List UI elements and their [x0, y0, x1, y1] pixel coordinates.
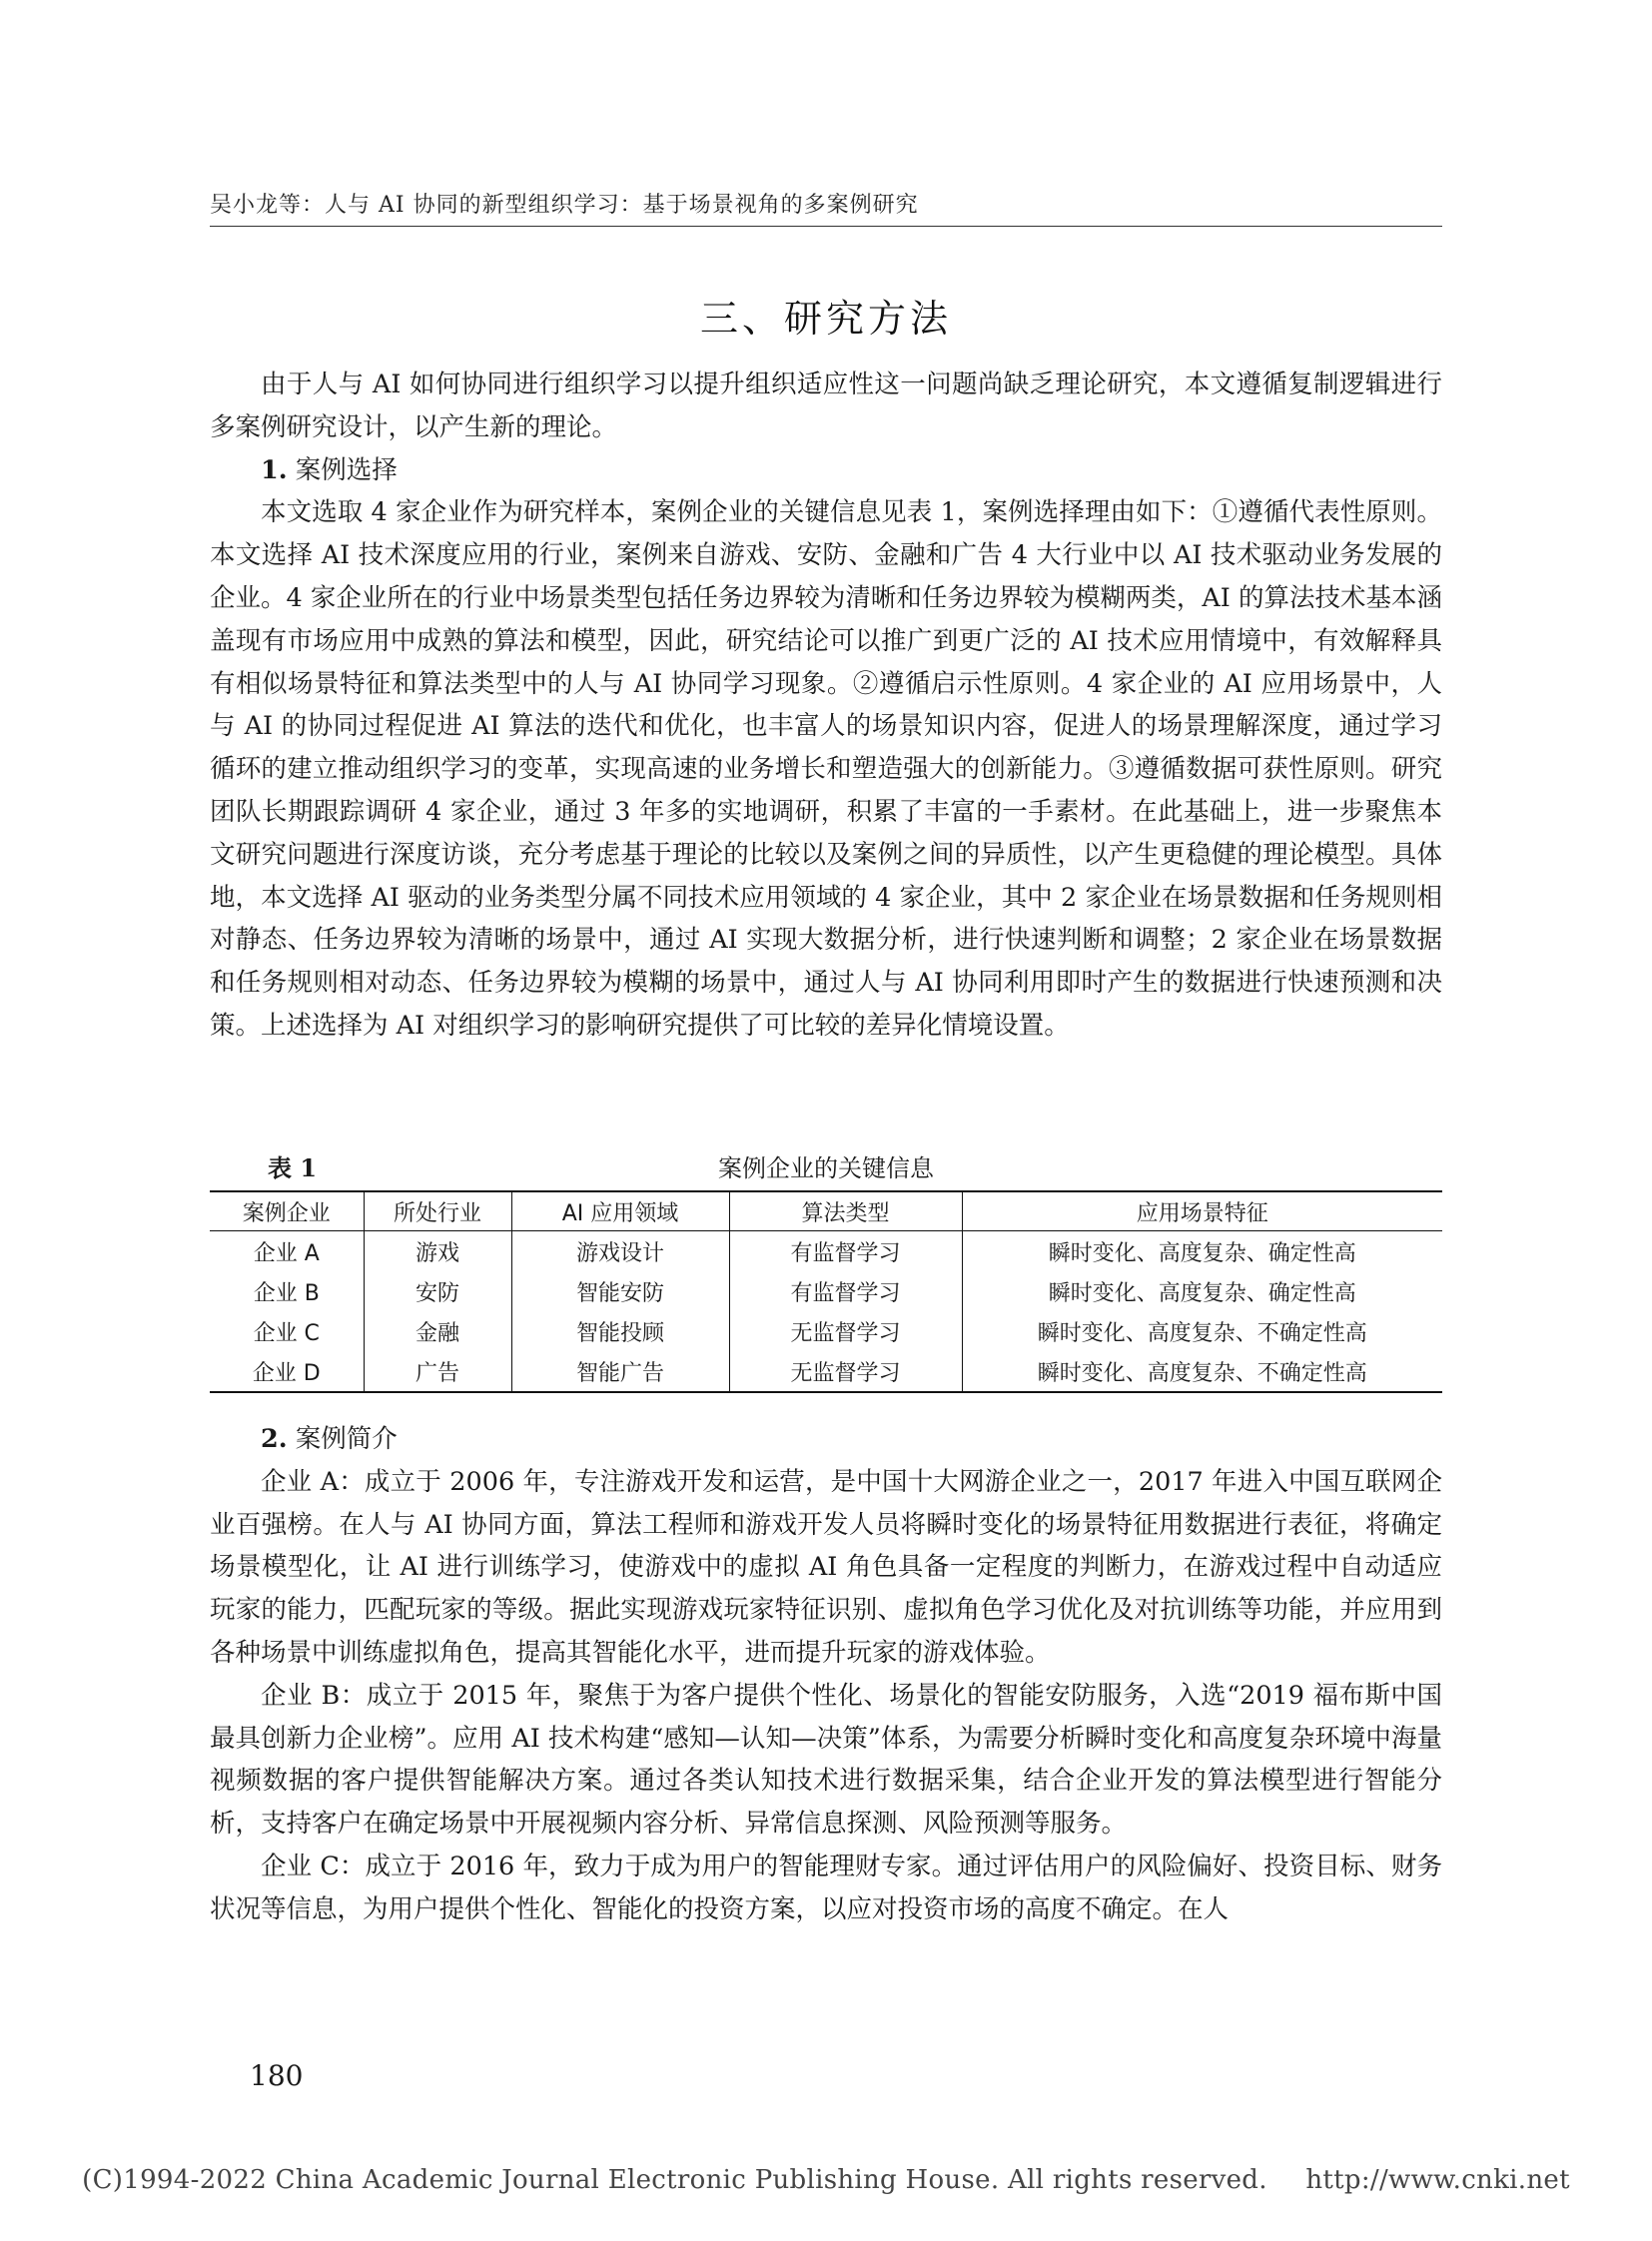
- table-cell: 广告: [364, 1351, 511, 1392]
- running-header: 吴小龙等：人与 AI 协同的新型组织学习：基于场景视角的多案例研究: [210, 193, 919, 218]
- table-cell: 瞬时变化、高度复杂、不确定性高: [962, 1351, 1442, 1392]
- table-row: [210, 1271, 1442, 1311]
- table-row: [210, 1231, 1442, 1272]
- table-cell: 瞬时变化、高度复杂、确定性高: [962, 1231, 1442, 1272]
- table-cell: 无监督学习: [729, 1311, 962, 1351]
- table-label: 表 1: [268, 1153, 318, 1182]
- page-number: 180: [250, 2059, 304, 2092]
- table-cell: 有监督学习: [729, 1231, 962, 1272]
- table-header-cell: AI 应用领域: [511, 1191, 729, 1231]
- table-cell: 瞬时变化、高度复杂、确定性高: [962, 1271, 1442, 1311]
- table-cell: 智能安防: [511, 1271, 729, 1311]
- table-caption: [210, 1148, 1442, 1182]
- table-header-cell: 案例企业: [242, 1200, 331, 1226]
- subsection-2-heading: [210, 1418, 1442, 1461]
- case-selection-paragraph: 本文选取 4 家企业作为研究样本，案例企业的关键信息见表 1，案例选择理由如下：①遵循代表性原则。本文选择 AI 技术深度应用的行业，案例来自游戏、安防、金融和广告 4 大行业中以 AI 技术驱动业务发展的企业。4 家企业所在的行业中场景类型包括任务边界较为清晰和任务边界较为模糊两类，AI 的算法技术基本涵盖现有市场应用中成熟的算法和模型，因此，研究结论可以推广到更广泛的 AI 技术应用情境中，有效解释具有相似场景特征和算法类型中的人与 AI 协同学习现象。②遵循启示性原则。4 家企业的 AI 应用场景中，人与 AI 的协同过程促进 AI 算法的迭代和优化，也丰富人的场景知识内容，促进人的场景理解深度，通过学习循环的建立推动组织学习的变革，实现高速的业务增长和塑造强大的创新能力。③遵循数据可获性原则。研究团队长期跟踪调研 4 家企业，通过 3 年多的实地调研，积累了丰富的一手素材。在此基础上，进一步聚焦本文研究问题进行深度访谈，充分考虑基于理论的比较以及案例之间的异质性，以产生更稳健的理论模型。具体地，本文选择 AI 驱动的业务类型分属不同技术应用领域的 4 家企业，其中 2 家企业在场景数据和任务规则相对静态、任务边界较为清晰的场景中，通过 AI 实现大数据分析，进行快速判断和调整；2 家企业在场景数据和任务规则相对动态、任务边界较为模糊的场景中，通过人与 AI 协同利用即时产生的数据进行快速预测和决策。上述选择为 AI 对组织学习的影响研究提供了可比较的差异化情境设置。: [210, 497, 1442, 1041]
- company-a-paragraph: 企业 A：成立于 2006 年，专注游戏开发和运营，是中国十大网游企业之一，2017 年进入中国互联网企业百强榜。在人与 AI 协同方面，算法工程师和游戏开发人员将瞬时变化的场景特征用数据进行表征，将确定场景模型化，让 AI 进行训练学习，使游戏中的虚拟 AI 角色具备一定程度的判断力，在游戏过程中自动适应玩家的能力，匹配玩家的等级。据此实现游戏玩家特征识别、虚拟角色学习优化及对抗训练等功能，并应用到各种场景中训练虚拟角色，提高其智能化水平，进而提升玩家的游戏体验。: [210, 1466, 1442, 1668]
- table-cell: 游戏设计: [511, 1231, 729, 1272]
- table-header-row: [210, 1191, 1442, 1231]
- table-header-cell: 算法类型: [729, 1191, 962, 1231]
- intro-paragraph: 由于人与 AI 如何协同进行组织学习以提升组织适应性这一问题尚缺乏理论研究，本文遵循复制逻辑进行多案例研究设计，以产生新的理论。: [210, 370, 1442, 442]
- table-cell: 企业 A: [253, 1240, 320, 1266]
- table-row: [210, 1311, 1442, 1351]
- table-cell: 瞬时变化、高度复杂、不确定性高: [962, 1311, 1442, 1351]
- table-row: [210, 1351, 1442, 1392]
- table-cell: 金融: [364, 1311, 511, 1351]
- subsection-1-title: 案例选择: [295, 454, 398, 485]
- table-cell: 安防: [364, 1271, 511, 1311]
- table-cell: 企业 B: [253, 1280, 320, 1306]
- table-cell: 企业 C: [253, 1320, 320, 1346]
- subsection-1-number: 1.: [261, 454, 288, 485]
- body-text-bottom: [210, 1418, 1442, 1931]
- table-cell: 智能投顾: [511, 1311, 729, 1351]
- table-cell: 无监督学习: [729, 1351, 962, 1392]
- company-c-paragraph: 企业 C：成立于 2016 年，致力于成为用户的智能理财专家。通过评估用户的风险偏好、投资目标、财务状况等信息，为用户提供个性化、智能化的投资方案，以应对投资市场的高度不确定。在人: [210, 1851, 1442, 1924]
- footer-url[interactable]: http://www.cnki.net: [1305, 2165, 1570, 2195]
- table-cell: 游戏: [364, 1231, 511, 1272]
- subsection-2-number: 2.: [261, 1424, 288, 1454]
- table-cell: 企业 D: [252, 1360, 321, 1386]
- subsection-2-title: 案例简介: [295, 1424, 398, 1454]
- table-cell: 智能广告: [511, 1351, 729, 1392]
- footer-copyright: (C)1994-2022 China Academic Journal Electronic Publishing House. All rights reserved.: [82, 2165, 1267, 2195]
- subsection-1-heading: [210, 449, 1442, 492]
- body-text-top: [210, 364, 1442, 1048]
- table-title: 案例企业的关键信息: [718, 1154, 934, 1182]
- table-header-cell: 所处行业: [364, 1191, 511, 1231]
- section-title: 三、研究方法: [699, 297, 952, 341]
- footer: [0, 2165, 1652, 2195]
- table-header-cell: 应用场景特征: [962, 1191, 1442, 1231]
- header-rule: [210, 226, 1442, 227]
- company-b-paragraph: 企业 B：成立于 2015 年，聚焦于为客户提供个性化、场景化的智能安防服务，入选“2019 福布斯中国最具创新力企业榜”。应用 AI 技术构建“感知—认知—决策”体系，为需要分析瞬时变化和高度复杂环境中海量视频数据的客户提供智能解决方案。通过各类认知技术进行数据采集，结合企业开发的算法模型进行智能分析，支持客户在确定场景中开展视频内容分析、异常信息探测、风险预测等服务。: [210, 1680, 1442, 1840]
- table-cell: 有监督学习: [729, 1271, 962, 1311]
- case-table: [210, 1190, 1442, 1393]
